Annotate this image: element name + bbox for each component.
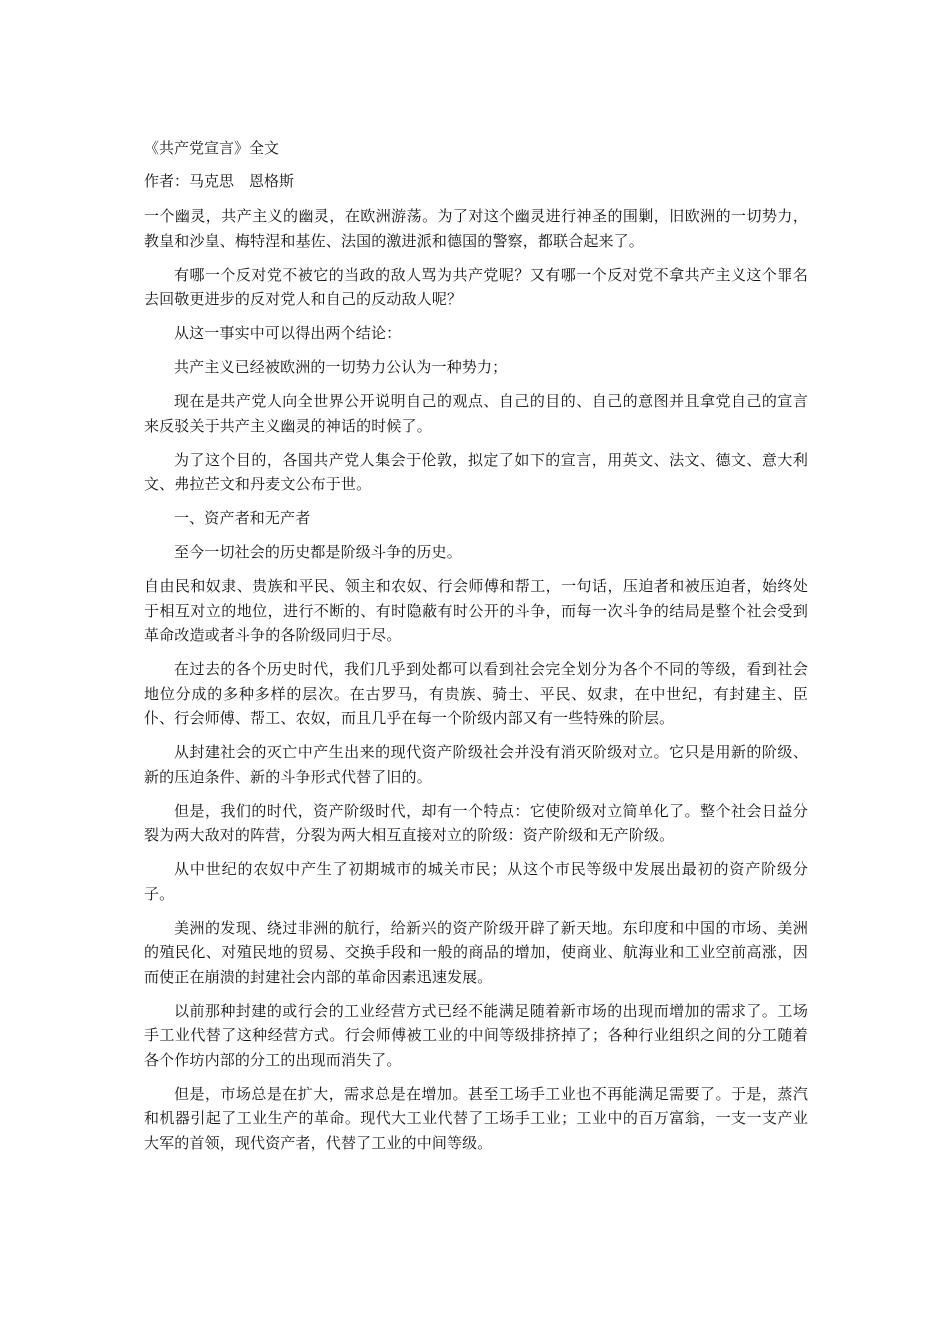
paragraph-13: 从中世纪的农奴中产生了初期城市的城关市民；从这个市民等级中发展出最初的资产阶级分子。 — [144, 860, 808, 903]
paragraph-12: 但是，我们的时代，资产阶级时代，却有一个特点：它使阶级对立简单化了。整个社会日益分裂为两大敌对的阵营，分裂为两大相互直接对立的阶级：资产阶级和无产阶级。 — [144, 801, 808, 844]
paragraph-1: 一个幽灵，共产主义的幽灵，在欧洲游荡。为了对这个幽灵进行神圣的围剿，旧欧洲的一切势力，教皇和沙皇、梅特涅和基佐、法国的激进派和德国的警察，都联合起来了。 — [144, 207, 808, 250]
section-heading: 一、资产者和无产者 — [174, 509, 311, 527]
document-author: 作者：马克思 恩格斯 — [144, 172, 295, 190]
paragraph-2: 有哪一个反对党不被它的当政的敌人骂为共产党呢？又有哪一个反对党不拿共产主义这个罪名去回敬更进步的反对党人和自己的反动敌人呢？ — [144, 265, 808, 308]
paragraph-6: 为了这个目的，各国共产党人集会于伦敦，拟定了如下的宣言，用英文、法文、德文、意大利文、弗拉芒文和丹麦文公布于世。 — [144, 450, 808, 493]
document-title: 《共产党宣言》全文 — [144, 139, 280, 157]
paragraph-3: 从这一事实中可以得出两个结论： — [174, 324, 402, 342]
paragraph-10: 在过去的各个历史时代，我们几乎到处都可以看到社会完全划分为各个不同的等级，看到社会地位分成的多种多样的层次。在古罗马，有贵族、骑士、平民、奴隶，在中世纪，有封建主、臣仆、行会师傅、帮工、农奴，而且几乎在每一个阶级内部又有一些特殊的阶层。 — [144, 660, 808, 727]
paragraph-5: 现在是共产党人向全世界公开说明自己的观点、自己的目的、自己的意图并且拿党自己的宣言来反驳关于共产主义幽灵的神话的时候了。 — [144, 392, 808, 435]
document-body — [144, 138, 808, 1165]
paragraph-14: 美洲的发现、绕过非洲的航行，给新兴的资产阶级开辟了新天地。东印度和中国的市场、美洲的殖民化、对殖民地的贸易、交换手段和一般的商品的增加，使商业、航海业和工业空前高涨，因而使正在崩溃的封建社会内部的革命因素迅速发展。 — [144, 918, 808, 986]
paragraph-15: 以前那种封建的或行会的工业经营方式已经不能满足随着新市场的出现而增加的需求了。工场手工业代替了这种经营方式。行会师傅被工业的中间等级排挤掉了；各种行业组织之间的分工随着各个作坊内部的分工的出现而消失了。 — [144, 1001, 808, 1069]
paragraph-11: 从封建社会的灭亡中产生出来的现代资产阶级社会并没有消灭阶级对立。它只是用新的阶级、新的压迫条件、新的斗争形式代替了旧的。 — [144, 743, 808, 786]
paragraph-9: 自由民和奴隶、贵族和平民、领主和农奴、行会师傅和帮工，一句话，压迫者和被压迫者，始终处于相互对立的地位，进行不断的、有时隐蔽有时公开的斗争，而每一次斗争的结局是整个社会受到革命改造或者斗争的各阶级同归于尽。 — [144, 577, 808, 644]
paragraph-16: 但是，市场总是在扩大，需求总是在增加。甚至工场手工业也不再能满足需要了。于是，蒸汽和机器引起了工业生产的革命。现代大工业代替了工场手工业；工业中的百万富翁，一支一支产业大军的首领，现代资产者，代替了工业的中间等级。 — [144, 1084, 808, 1152]
paragraph-8: 至今一切社会的历史都是阶级斗争的历史。 — [174, 543, 462, 561]
paragraph-4: 共产主义已经被欧洲的一切势力公认为一种势力； — [174, 358, 508, 376]
